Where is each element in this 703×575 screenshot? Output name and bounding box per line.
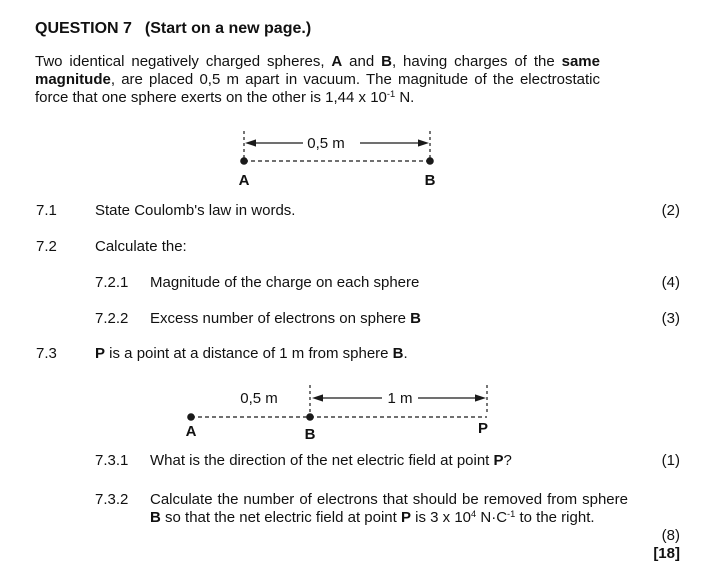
sphere-a-label: A	[185, 423, 197, 440]
question-text-7-3-2: Calculate the number of electrons that should be removed from sphere B so that the net electric field at point P is 3 x $10^4$ $N\cdot C^{-1}$ to the right.	[150, 491, 628, 526]
question-text-7-2-2: Excess number of electrons on sphere B	[150, 310, 421, 327]
question-number-7-2: 7.2	[36, 238, 57, 255]
question-title: QUESTION 7	[35, 20, 132, 37]
arrowhead-left-icon	[245, 139, 256, 146]
question-number-7-3-2: 7.3.2	[95, 491, 129, 508]
question-number-7-2-1: 7.2.1	[95, 274, 129, 291]
marks-7-3-2: (8)	[661, 527, 680, 544]
arrowhead-right-icon	[418, 139, 429, 146]
sphere-b-label: B	[424, 172, 436, 189]
intro-paragraph: Two identical negatively charged spheres, A and B, having charges of the same magnitude, are placed 0,5 m apart in vacuum. The magnitude of the electrostatic force that one sphere exerts on the other is 1,44 x $10^{-1}$ N.	[35, 53, 600, 106]
question-number-7-3: 7.3	[36, 345, 57, 362]
question-number-7-1: 7.1	[36, 202, 57, 219]
question-text-7-3: P is a point at a distance of 1 m from sphere B.	[95, 345, 408, 362]
diagram-spheres-ab-point-p	[175, 381, 505, 443]
distance-ab-label: 0,5 m	[240, 390, 278, 407]
arrowhead-right-icon	[475, 394, 486, 401]
marks-7-2-2: (3)	[661, 310, 680, 327]
question-number-7-2-2: 7.2.2	[95, 310, 129, 327]
distance-bp-label: 1 m	[387, 390, 413, 407]
sphere-b-dot	[306, 413, 314, 421]
arrowhead-left-icon	[312, 394, 323, 401]
distance-ab-label: 0,5 m	[307, 135, 345, 152]
marks-7-1: (2)	[661, 202, 680, 219]
sphere-a-label: A	[238, 172, 250, 189]
sphere-b-label: B	[304, 426, 316, 443]
total-marks: [18]	[653, 545, 680, 562]
question-number-7-3-1: 7.3.1	[95, 452, 129, 469]
sphere-a-dot	[240, 157, 248, 165]
question-text-7-3-1: What is the direction of the net electric field at point P?	[150, 452, 512, 469]
sphere-b-dot	[426, 157, 434, 165]
question-instruction: (Start on a new page.)	[144, 20, 312, 37]
question-text-7-2: Calculate the:	[95, 238, 187, 255]
question-text-7-2-1: Magnitude of the charge on each sphere	[150, 274, 420, 291]
question-text-7-1: State Coulomb's law in words.	[95, 202, 296, 219]
sphere-a-dot	[187, 413, 195, 421]
point-p-label: P	[477, 420, 489, 437]
marks-7-2-1: (4)	[661, 274, 680, 291]
marks-7-3-1: (1)	[661, 452, 680, 469]
diagram-spheres-ab	[230, 126, 450, 192]
question-heading	[35, 19, 311, 38]
